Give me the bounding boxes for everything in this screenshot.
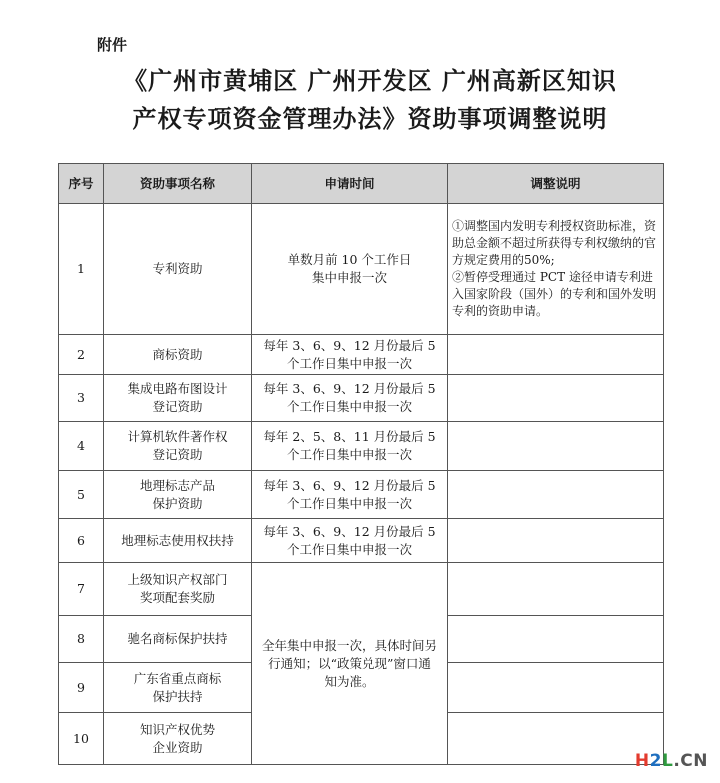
watermark-l: L	[661, 751, 674, 771]
title-line-2: 产权专项资金管理办法》资助事项调整说明	[132, 105, 608, 133]
row-adjustment-note	[448, 375, 664, 422]
row-item-name: 广东省重点商标 保护扶持	[104, 663, 252, 713]
header-apply-time: 申请时间	[252, 164, 448, 204]
row-item-name: 地理标志产品 保护资助	[104, 471, 252, 519]
row-item-name: 集成电路布图设计 登记资助	[104, 375, 252, 422]
row-item-name: 商标资助	[104, 335, 252, 375]
row-item-name: 地理标志使用权扶持	[104, 519, 252, 563]
table-row	[59, 375, 664, 422]
row-no: 2	[59, 335, 104, 375]
table-row	[59, 422, 664, 471]
title-line-1: 《广州市黄埔区 广州开发区 广州高新区知识	[123, 67, 617, 95]
watermark-h: H	[634, 751, 650, 771]
row-apply-time: 每年 2、5、8、11 月份最后 5 个工作日集中申报一次	[252, 422, 448, 471]
table-row	[59, 471, 664, 519]
watermark-cn: .CN	[673, 751, 708, 771]
row-item-name: 专利资助	[104, 204, 252, 335]
row-adjustment-note	[448, 663, 664, 713]
row-item-name: 计算机软件著作权 登记资助	[104, 422, 252, 471]
table-row	[59, 519, 664, 563]
row-adjustment-note	[448, 335, 664, 375]
row-apply-time: 每年 3、6、9、12 月份最后 5 个工作日集中申报一次	[252, 471, 448, 519]
site-watermark	[635, 751, 708, 771]
header-item-name: 资助事项名称	[104, 164, 252, 204]
row-adjustment-note	[448, 519, 664, 563]
row-adjustment-note	[448, 563, 664, 616]
row-no: 5	[59, 471, 104, 519]
row-no: 8	[59, 616, 104, 663]
adjustment-table	[58, 163, 664, 765]
table-row	[59, 335, 664, 375]
row-no: 3	[59, 375, 104, 422]
attachment-label: 附件	[97, 36, 128, 54]
header-no: 序号	[59, 164, 104, 204]
watermark-2: 2	[649, 751, 662, 771]
row-apply-time: 每年 3、6、9、12 月份最后 5 个工作日集中申报一次	[252, 519, 448, 563]
row-apply-time: 每年 3、6、9、12 月份最后 5 个工作日集中申报一次	[252, 375, 448, 422]
row-no: 1	[59, 204, 104, 335]
row-adjustment-note	[448, 422, 664, 471]
row-item-name: 知识产权优势 企业资助	[104, 713, 252, 765]
row-apply-time-merged: 全年集中申报一次，具体时间另行通知；以“政策兑现”窗口通知为准。	[252, 563, 448, 765]
row-apply-time: 每年 3、6、9、12 月份最后 5 个工作日集中申报一次	[252, 335, 448, 375]
row-apply-time: 单数月前 10 个工作日 集中申报一次	[252, 204, 448, 335]
row-no: 6	[59, 519, 104, 563]
table-header-row	[59, 164, 664, 204]
row-adjustment-note: ①调整国内发明专利授权资助标准，资助总金额不超过所获得专利权缴纳的官方规定费用的50%; ②暂停受理通过 PCT 途径申请专利进入国家阶段（国外）的专利和国外发明专利的资助申请。	[448, 204, 664, 335]
row-no: 7	[59, 563, 104, 616]
header-adjustment-note: 调整说明	[448, 164, 664, 204]
row-no: 4	[59, 422, 104, 471]
table-row	[59, 204, 664, 335]
row-no: 9	[59, 663, 104, 713]
row-adjustment-note	[448, 713, 664, 765]
row-item-name: 驰名商标保护扶持	[104, 616, 252, 663]
table-row	[59, 563, 664, 616]
row-adjustment-note	[448, 471, 664, 519]
row-no: 10	[59, 713, 104, 765]
row-adjustment-note	[448, 616, 664, 663]
document-title	[90, 62, 650, 138]
row-item-name: 上级知识产权部门 奖项配套奖励	[104, 563, 252, 616]
